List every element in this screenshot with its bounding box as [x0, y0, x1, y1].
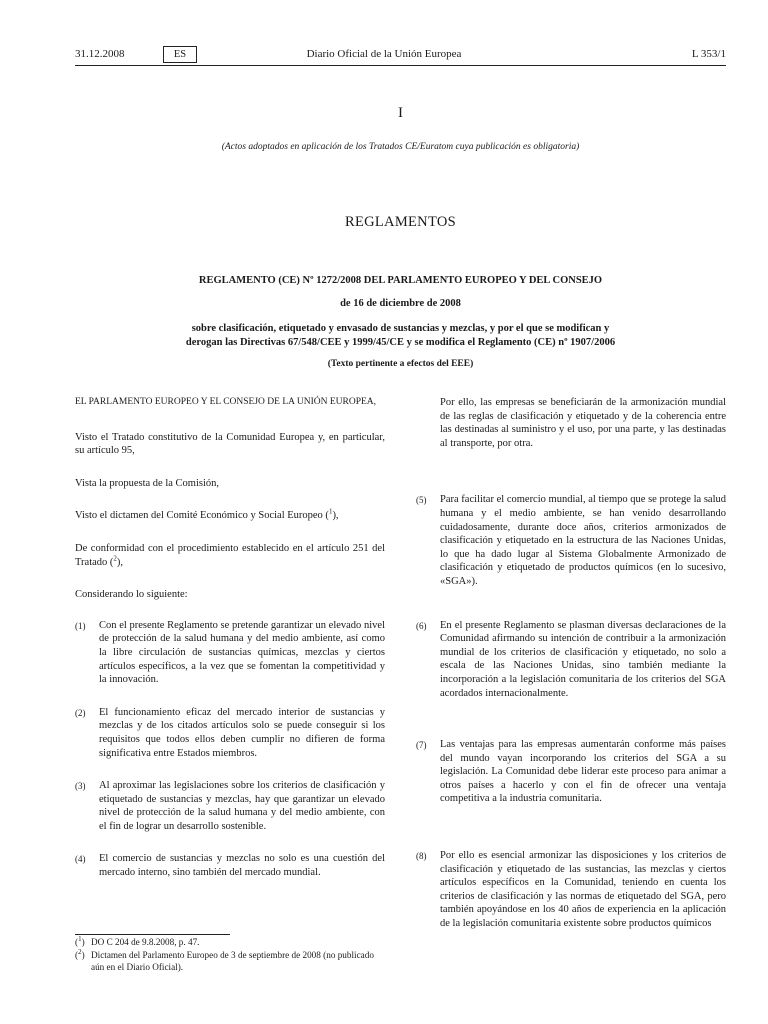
series-numeral: I: [398, 105, 403, 121]
recital-text: En el presente Reglamento se plasman diversas declaraciones de la Comunidad afirmando su intención de contribuir a la armonización mundial de los criterios de clasificación y etiquetado, no solo a escala de las Naciones Unidas, sino también mediante la incorporación a la legislación comunitaria de los criterios del SGA acordados internacionalmente.: [440, 619, 726, 699]
footnote: ($^1$) DO C 204 de 9.8.2008, p. 47.: [75, 937, 385, 949]
recital-number: (8): [416, 851, 427, 862]
opening-formula: EL PARLAMENTO EUROPEO Y EL CONSEJO DE LA UNIÓN EUROPEA,: [75, 397, 377, 407]
header-date: 31.12.2008: [75, 48, 125, 60]
recital-text: Para facilitar el comercio mundial, al tiempo que se protege la salud humana y el medio ambiente, se han venido desarrollando cuidadosamente, durante doce años, criterios armonizados de clasificación y etiquetado en la estructura de las Naciones Unidas, lo que ha dado lugar al Sistema Globalmente Armonizado de clasificación y etiquetado de productos químicos (en lo sucesivo, «SGA»).: [440, 494, 726, 587]
footnote-ref: 2: [113, 554, 117, 563]
footnote-mark: 1: [78, 934, 82, 943]
recital-citation: Vista la propuesta de la Comisión,: [75, 477, 220, 489]
series-subtitle: (Actos adoptados en aplicación de los Tratados CE/Euratom cuya publicación es obligatoria): [221, 142, 580, 152]
recital-item: [416, 619, 726, 701]
recital-number: (4): [75, 854, 86, 865]
recital-item: [75, 619, 385, 687]
journal-title: Diario Oficial de la Unión Europea: [306, 48, 462, 60]
footnote-divider: [75, 934, 230, 935]
regulation-date: de 16 de diciembre de 2008: [340, 298, 461, 309]
recital-item: [75, 706, 385, 760]
recital-text: El funcionamiento eficaz del mercado interior de sustancias y mezclas y de los citados artículos solo se puede conseguir si los requisitos que todos ellos deben cumplir no difieren de forma significativa entre Estados miembros.: [99, 706, 385, 759]
recital-number: (5): [416, 495, 427, 506]
recital-citation: Visto el dictamen del Comité Económico y Social Europeo ($^1$),: [75, 507, 339, 522]
language-badge: ES: [163, 46, 197, 63]
recital-citation: De conformidad con el procedimiento establecido en el artículo 251 del Tratado ($^2$),: [75, 542, 385, 568]
recital-number: (1): [75, 620, 86, 631]
right-column: [416, 396, 726, 931]
recital-number: (6): [416, 620, 427, 631]
recital-number: (3): [75, 781, 86, 792]
regulation-subject-line: derogan las Directivas 67/548/CEE y 1999/45/CE y se modifica el Reglamento (CE) nº 1907/2006: [185, 336, 616, 348]
recital-item: [75, 852, 385, 879]
footnote-ref: 1: [328, 507, 333, 516]
eea-relevance-note: (Texto pertinente a efectos del EEE): [327, 359, 474, 369]
recital-text: Al aproximar las legislaciones sobre los criterios de clasificación y etiquetado de sustancias y mezclas, hay que garantizar un elevado nivel de protección de la salud humana y del medio ambiente, con el fin de lograr un desarrollo sostenible.: [99, 780, 385, 832]
recital-item: [416, 738, 726, 806]
recital-text: Las ventajas para las empresas aumentarán conforme más países del mundo vayan incorporando los criterios del SGA a su legislación. La Comunidad debe liderar este proceso para animar a otros países a hacerlo y con el fin de ofrecer una ventaja competitiva a la industria comunitaria.: [440, 739, 726, 805]
recital-citation: Visto el Tratado constitutivo de la Comunidad Europea y, en particular, su artículo 95,: [75, 431, 385, 457]
page-reference: L 353/1: [691, 48, 726, 60]
recital-number: (7): [416, 740, 427, 751]
recital-text: Por ello es esencial armonizar las disposiciones y los criterios de clasificación y etiquetado de las sustancias, las mezclas y ciertos artículos específicos en la Comunidad, teniendo en cuenta los criterios de clasificación y las normas de etiquetado del SGA, pero también apoyándose en los 40 años de experiencia en la aplicación de la legislación comunitaria existente sobre productos químicos: [440, 850, 726, 930]
considering-intro: Considerando lo siguiente:: [75, 589, 188, 601]
regulation-subject-line: sobre clasificación, etiquetado y envasado de sustancias y mezclas, y por el que se modifican y: [191, 323, 610, 334]
recital-item: [416, 849, 726, 931]
footnote-text: DO C 204 de 9.8.2008, p. 47.: [91, 937, 200, 947]
section-heading: REGLAMENTOS: [345, 214, 456, 230]
footnote: ($^2$) Dictamen del Parlamento Europeo de 3 de septiembre de 2008 (no publicado aún en el Diario Oficial).: [75, 950, 385, 973]
footnote-text: Dictamen del Parlamento Europeo de 3 de septiembre de 2008 (no publicado aún en el Diario Oficial).: [91, 950, 374, 972]
recital-item: [416, 493, 726, 588]
recital-continuation: [416, 396, 726, 450]
recital-item: [75, 779, 385, 833]
recital-number: (2): [75, 707, 86, 718]
regulation-subject: [75, 322, 726, 349]
recital-text: El comercio de sustancias y mezclas no solo es una cuestión del mercado interno, sino también del mercado mundial.: [99, 853, 385, 879]
regulation-title: REGLAMENTO (CE) Nº 1272/2008 DEL PARLAMENTO EUROPEO Y DEL CONSEJO: [198, 275, 603, 286]
header-divider: [75, 65, 726, 66]
recital-text: Con el presente Reglamento se pretende garantizar un elevado nivel de protección de la salud humana y del medio ambiente, así como la libre circulación de sustancias químicas, mezclas y ciertos artículos específicos, a la vez que se fomentan la competitividad y la innovación.: [99, 619, 385, 686]
left-column: [75, 396, 385, 880]
footnote-mark: 2: [78, 947, 82, 956]
recital-text: Por ello, las empresas se beneficiarán de la armonización mundial de las reglas de clasificación y etiquetado y de la coherencia entre las destinadas al suministro y el uso, por una parte, y las destinadas al transporte, por otra.: [440, 397, 726, 449]
